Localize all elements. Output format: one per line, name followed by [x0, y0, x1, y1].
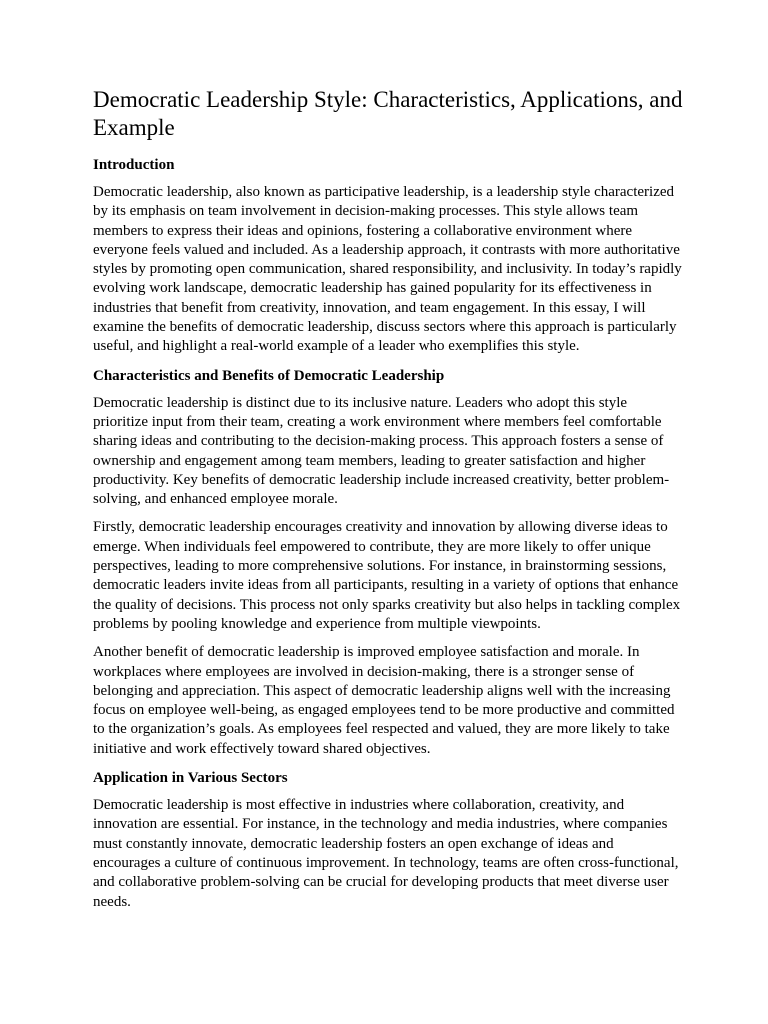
section-introduction [93, 155, 683, 357]
paragraph: Firstly, democratic leadership encourages creativity and innovation by allowing diverse ideas to emerge. When individuals feel empowered to contribute, they are more likely to offer unique perspectives, leading to more comprehensive solutions. For instance, in brainstorming sessions, democratic leaders invite ideas from all participants, resulting in a variety of options that enhance the quality of decisions. This process not only sparks creativity but also helps in tackling complex problems by pooling knowledge and experience from multiple viewpoints. [93, 519, 681, 632]
section-heading: Application in Various Sectors [93, 770, 288, 787]
paragraph: Democratic leadership is most effective in industries where collaboration, creativity, and innovation are essential. For instance, in the technology and media industries, where companies must constantly innovate, democratic leadership fosters an open exchange of ideas and encourages a culture of continuous improvement. In technology, teams are often cross-functional, and collaborative problem-solving can be crucial for developing products that meet diverse user needs. [93, 797, 679, 910]
paragraph: Democratic leadership is distinct due to its inclusive nature. Leaders who adopt this style prioritize input from their team, creating a work environment where members feel comfortable sharing ideas and contributing to the decision-making process. This approach fosters a sense of ownership and engagement among team members, leading to greater satisfaction and higher productivity. Key benefits of democratic leadership include increased creativity, better problem-solving, and enhanced employee morale. [93, 394, 670, 508]
document-title: Democratic Leadership Style: Characteristics, Applications, and Example [93, 87, 683, 140]
paragraph: Democratic leadership, also known as participative leadership, is a leadership style characterized by its emphasis on team involvement in decision-making processes. This style allows team members to express their ideas and opinions, fostering a collaborative environment where everyone feels valued and included. As a leadership approach, it contrasts with more authoritative styles by promoting open communication, shared responsibility, and inclusivity. In today’s rapidly evolving work landscape, democratic leadership has gained popularity for its effectiveness in industries that benefit from creativity, innovation, and team engagement. In this essay, I will examine the benefits of democratic leadership, discuss sectors where this approach is particularly useful, and highlight a real-world example of a leader who exemplifies this style. [93, 184, 682, 355]
section-application-sectors [93, 768, 683, 912]
document-page [93, 86, 683, 921]
section-characteristics-benefits [93, 366, 683, 759]
section-heading: Introduction [93, 157, 175, 173]
paragraph: Another benefit of democratic leadership is improved employee satisfaction and morale. In workplaces where employees are involved in decision-making, there is a stronger sense of belonging and appreciation. This aspect of democratic leadership aligns well with the increasing focus on employee well-being, as engaged employees tend to be more productive and committed to the organization’s goals. As employees feel respected and valued, they are more likely to take initiative and work effectively toward shared objectives. [93, 644, 675, 757]
section-heading: Characteristics and Benefits of Democratic Leadership [93, 367, 445, 384]
